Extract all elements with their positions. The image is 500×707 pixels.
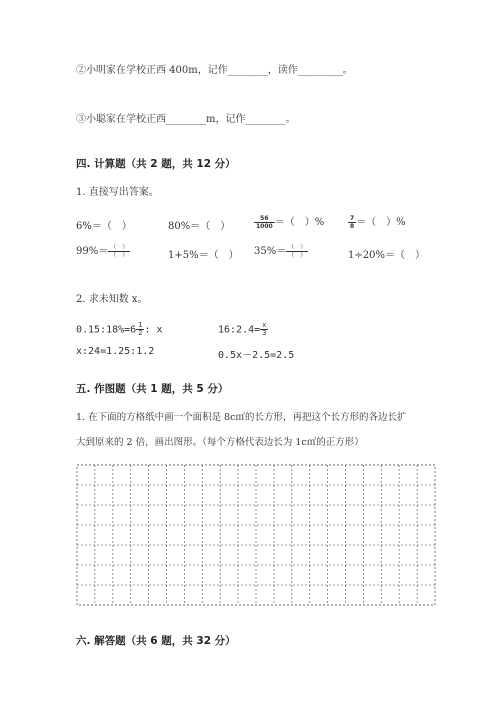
fraction: $\frac{7}{8}$	[350, 215, 355, 230]
calc-r2-c4: 1÷20%＝（ ）	[348, 250, 425, 261]
fraction: $\frac{( )}{( )}$	[288, 244, 307, 259]
drawing-instruction-line-1: 1. 在下面的方格纸中画一个面积是 8c㎡的长方形，再把这个长方形的各边长扩	[76, 412, 407, 423]
calc-r1-c4: $\frac{7}{8}$ ＝（ ）%	[350, 215, 406, 230]
calc-r2-c3: 35%＝ $\frac{( )}{( )}$	[254, 244, 307, 259]
equation-4: 0.5x－2.5=2.5	[218, 350, 295, 361]
equation-2: 16:2.4= $\frac{x}{3}$	[218, 321, 267, 337]
equation-1: 0.15:18%=6 $\frac{1}{2}$ : x	[76, 321, 163, 337]
question-item-3: ③小聪家在学校正西________m，记作________。	[76, 114, 296, 125]
section-4-heading: 四. 计算题（共 2 题，共 12 分）	[76, 158, 236, 170]
question-item-2: ②小明家在学校正西 400m，记作________，读作_________。	[76, 65, 353, 76]
section-5-heading: 五. 作图题（共 1 题，共 5 分）	[76, 383, 229, 395]
fraction: $\frac{1}{2}$	[138, 321, 143, 337]
q1-title: 1. 直接写出答案。	[76, 187, 159, 198]
calc-r1-c1: 6%＝（ ）	[76, 221, 132, 232]
calc-r2-c2: 1+5%＝（ ）	[168, 250, 239, 261]
grid-paper[interactable]	[76, 464, 436, 606]
calc-r2-c1: 99%＝ $\frac{( )}{( )}$	[76, 244, 129, 259]
equation-3: x:24=1.25:1.2	[76, 346, 155, 357]
fraction: $\frac{56}{1000}$	[256, 215, 273, 230]
q2-title: 2. 求未知数 x。	[76, 294, 148, 305]
section-6-heading: 六. 解答题（共 6 题，共 32 分）	[76, 635, 236, 647]
calc-r1-c2: 80%＝（ ）	[168, 221, 231, 232]
calc-r1-c3: $\frac{56}{1000}$ ＝（ ）%	[256, 215, 325, 230]
drawing-instruction-line-2: 大到原来的 2 倍，画出图形。（每个方格代表边长为 1c㎡的正方形）	[76, 437, 364, 448]
fraction: $\frac{x}{3}$	[262, 321, 267, 337]
fraction: $\frac{( )}{( )}$	[110, 244, 129, 259]
